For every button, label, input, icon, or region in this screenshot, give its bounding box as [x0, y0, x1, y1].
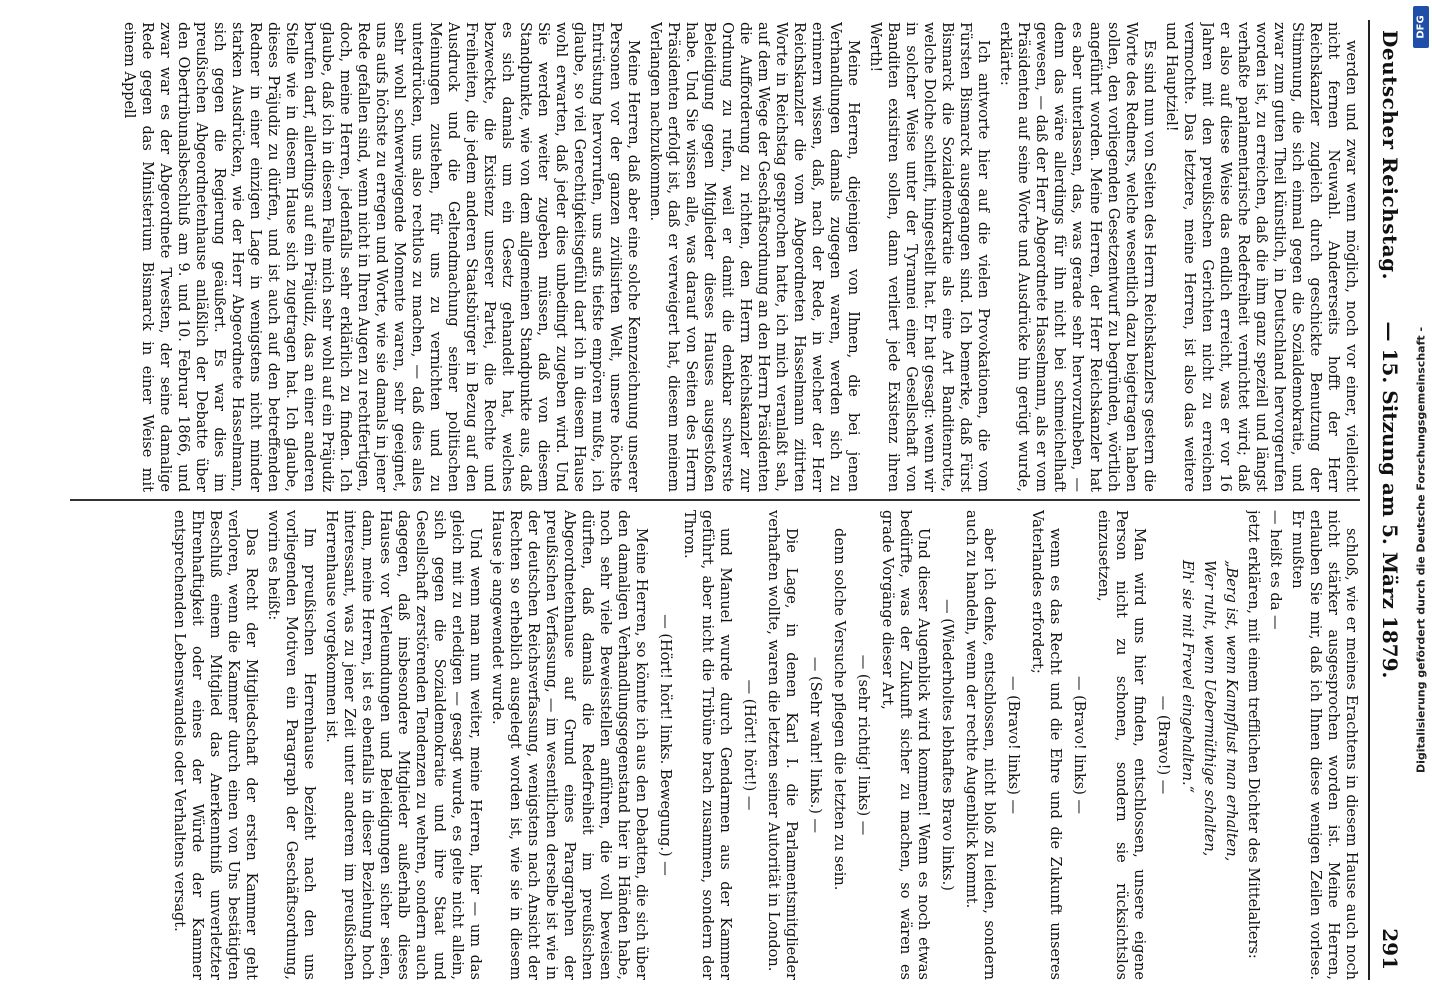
right-paragraph: schloß, wie er meines Erachtens in diesem Hause auch noch nicht stärker ausgesprochen worden ist. Meine Herren, erlauben Sie mir, daß ich Ihnen diese wenigen Zeilen vorlese. Er mußten — [1289, 510, 1359, 980]
interjection: — (Sehr wahr! links.) — — [807, 656, 823, 834]
right-paragraph: Die Lage, in denen Karl I. die Parlamentsmitglieder verhaften wollte, waren die letzten seiner Autorität in London. — [765, 510, 799, 980]
right-paragraph: aber ich denke, entschlossen, nicht bloß zu leiden, sondern auch zu handeln, wenn der rechte Augenblick kommt. — [963, 510, 997, 980]
verse-line: Eh' sie mit Frevel eingehalten.“ — [1179, 560, 1195, 794]
page-number: 291 — [1378, 928, 1402, 970]
right-paragraph: Im preußischen Herrenhause bezieht nach den uns vorliegenden Motiven ein Paragraph der Geschäftsordnung, worin es heißt: — [265, 510, 317, 980]
left-paragraph: Meine Herren, diejenigen von Ihnen, die bei jenen Verhandlungen damals zugegen waren, werden sich zu erinnern wissen, daß, nach der Rede, in welcher der Herr Reichskanzler die vom Abgeordneten Hasselmann zitirten Worte in Reichstag gesprochen hatte, ich mich veranlaßt sah, auf dem Wege der Geschäftsordnung an den Herrn Präsidenten die Aufforderung zu richten, den Herrn Reichskanzler zur Ordnung zu rufen, weil er damit die denkbar schwerste Beleidigung gegen Mitglieder dieses Hauses ausgestoßen habe. Und Sie wissen alle, was darauf von Seiten des Herrn Präsidenten erfolgt ist, daß er verweigert hat, diesem meinem Verlangen nachzukommen. — [647, 22, 861, 492]
right-paragraph: und Manuel wurde durch Gendarmen aus der Kammer geführt, aber nicht die Tribüne brach zusammen, sondern der Thron. — [681, 510, 733, 980]
right-paragraph: Man wird uns hier finden, entschlossen, unsere eigene Person nicht zu schonen, sondern sie rücksichtslos einzusetzen, — [1095, 510, 1147, 980]
left-paragraph: Ich antworte hier auf die vielen Provokationen, die vom Fürsten Bismarck ausgegangen sind. Ich bemerke, daß Fürst Bismarck die Sozialdemokratie als eine Art Banditenrotte, welche Dolche schleift, hingestellt hat. Er hat gesagt: wenn wir in solcher Weise unter der Tyrannei einer Gesellschaft von Banditen existiren sollen, dann verliert jede Existenz ihren Werth! — [867, 22, 991, 492]
verse-line: Wer ruht, wenn Uebermüthige schalten, — [1201, 560, 1217, 857]
interjection: — (Bravo! links) — — [1005, 676, 1021, 814]
right-paragraph: Meine Herren, so könnte ich aus den Debatten, die sich über den damaligen Verhandlungsgegenstand hier in Händen habe, noch sehr viele Beweisstellen anführen, die voll beweisen dürften, daß damals die Redefreiheit im preußischen Abgeordnetenhause auf Grund eines Paragraphen der preußischen Verfassung, — im wesentlichen derselbe ist wie in der deutschen Reichsverfassung, wenigstens nach Ansicht der Rechten so erheblich ausgelegt worden ist, wie sie in diesem Hause je angewendet wurde. — [489, 510, 649, 980]
interjection: — (Hört! hört! links. Bewegung.) — — [657, 614, 673, 876]
column-divider — [70, 499, 1360, 501]
interjection: — (sehr richtig! links) — — [855, 654, 871, 836]
left-paragraph: Es sind nun von Seiten des Herrn Reichskanzlers gestern die Worte des Redners, welche wesentlich dazu beigetragen haben sollen, den vorliegenden Gesetzentwurf zu begründen, wörtlich angeführt worden. Meine Herren, der Herr Reichskanzler hat es aber unterlassen, das, was gerade sehr hervorzuheben, — denn das wäre allerdings für ihn nicht bei schmeichelhaft gewesen, — daß der Herr Abgeordnete Hasselmann, als er vom Präsidenten auf seine Worte und Ausdrücke hin gerügt wurde, erklärte: — [997, 22, 1157, 492]
interjection: — (Bravo!) — — [1155, 695, 1171, 795]
right-paragraph: jetzt erklären, mit einem trefflichen Dichter des Mittelalters: — [1245, 510, 1261, 959]
right-paragraph: Und dieser Augenblick wird kommen! Wenn es noch etwas bedürfte, was der Zukunft sicher zu machen, so wären es grade Vorgänge dieser Art, — [879, 510, 931, 980]
header-rule — [1368, 20, 1370, 980]
interjection: — (Bravo! links) — — [1071, 676, 1087, 814]
dfg-logo-text: DFG — [1415, 15, 1427, 39]
header-title: Deutscher Reichstag. — [1378, 30, 1402, 281]
right-paragraph: — heißt es da — — [1267, 510, 1283, 630]
left-column — [70, 22, 1360, 492]
digitization-credit — [1412, 120, 1430, 980]
interjection: — (Hört! hört!) — — [741, 679, 757, 811]
right-column — [70, 510, 1360, 980]
verse-line: „Berg ist, wenn Kampflust man erhalten, — [1223, 560, 1239, 862]
interjection: — (Wiederholtes lebhaftes Bravo links.) — [939, 599, 955, 891]
header-session: — 15. Sitzung am 5. März 1879. — [1378, 321, 1402, 679]
right-paragraph: Und wenn man nun weiter, meine Herren, hier — um das gleich mit zu erledigen — gesagt wurde, es gelte nicht allein, sich gegen die Sozialdemokratie und ihre Staat und Gesellschaft zerstörenden Tendenzen zu wehren, sondern auch dagegen, daß insbesondere Mitglieder außerhalb dieses Hauses vor Verleumdungen und Beleidigungen sicher seien, dann, meine Herren, ist es ebenfalls in dieser Beziehung hoch interessant, was zu jener Zeit unter anderem im preußischen Herrenhause vorgekommen ist. — [323, 510, 483, 980]
right-paragraph: denn solche Versuche pflegen die letzten zu sein. — [831, 528, 847, 891]
right-paragraph: Das Recht der Mitgliedschaft der ersten Kammer geht verloren, wenn die Kammer durch einen von Uns bestätigten Beschluß einem Mitglied das Anerkenntniß unverletzter Ehrenhaftigkeit oder eines der Würde der Kammer entsprechenden Lebenswandels oder Verhaltens versagt. — [171, 510, 259, 980]
left-paragraph: werden und zwar wenn möglich, noch vor einer, vielleicht nicht fernen Neuwahl. Andererseits hofft der Herr Reichskanzler zugleich durch geschickte Benutzung der Stimmung, die sich einmal gegen die Sozialdemokratie, und zwar zum guten Theil künstlich, in Deutschland hervorgerufen worden ist, zu erreichen, daß die ihm ganz speziell und längst verhaßte parlamentarische Redefreiheit vernichtet wird; daß er also auf diese Weise das endlich erreicht, was er vor 16 Jahren mit den preußischen Gerichten nicht zu erreichen vermochte. Das letztere, meine Herren, ist also das weitere und Hauptziel! — [1163, 22, 1359, 492]
digitization-credit-text: Digitalisierung gefördert durch die Deutsche Forschungsgemeinschaft - — [1414, 326, 1428, 774]
right-paragraph: wenn es das Recht und die Ehre und die Zukunft unseres Vaterlandes erfordert; — [1029, 510, 1063, 980]
dfg-logo — [1413, 6, 1429, 48]
left-paragraph: Meine Herren, daß aber eine solche Kennzeichnung unserer Personen vor der ganzen zivilisirten Welt, unsere höchste Entrüstung hervorrufen, uns aufs tiefste empören mußte, ich glaube, so viel Gerechtigkeitsgefühl darf ich in diesem Hause wohl erwarten, daß jeder dies unbedingt zugeben wird. Und Sie werden weiter zugeben müssen, daß von diesem Standpunkte, wie von dem allgemeinen Standpunkte aus, daß es sich damals um ein Gesetz gehandelt hat, welches bezweckte, die Existenz unserer Partei, die Rechte und Freiheiten, die jedem anderen Staatsbürger in Bezug auf den Ausdruck und die Geltendmachung seiner politischen Meinungen zustehen, für uns zu vernichten und zu unterdrücken, uns also rechtlos zu machen, — daß dies alles sehr wohl schwerwiegende Momente waren, sehr geeignet, uns aufs höchste zu erregen und Worte, wie sie damals in jener Rede gefallen sind, wenn nicht in Ihren Augen zu rechtfertigen, doch, meine Herren, jedenfalls sehr erklärlich zu finden. Ich glaube, daß ich in diesem Falle mich sehr wohl auf ein Präjudiz berufen darf, allerdings auf ein Präjudiz, das an einer anderen Stelle wie in diesem Hause sich zugetragen hat. Ich glaube, dieses Präjudiz zu dürfen, und ist auch auf den betreffenden Redner in einer einzigen Lage in wenigstens nicht minder starken Ausdrücken, wie der Herr Abgeordnete Hasselmann, sich gegen die Regierung geäußert. Es war dies im preußischen Abgeordnetenhause anläßlich der Debatte über den Obertribunalsbeschluß am 9. und 10. Februar 1866, und zwar war es der Abgeordnete Twesten, der seine damalige Rede gegen das Ministerium Bismarck in einer Weise mit einem Appell — [121, 22, 641, 492]
